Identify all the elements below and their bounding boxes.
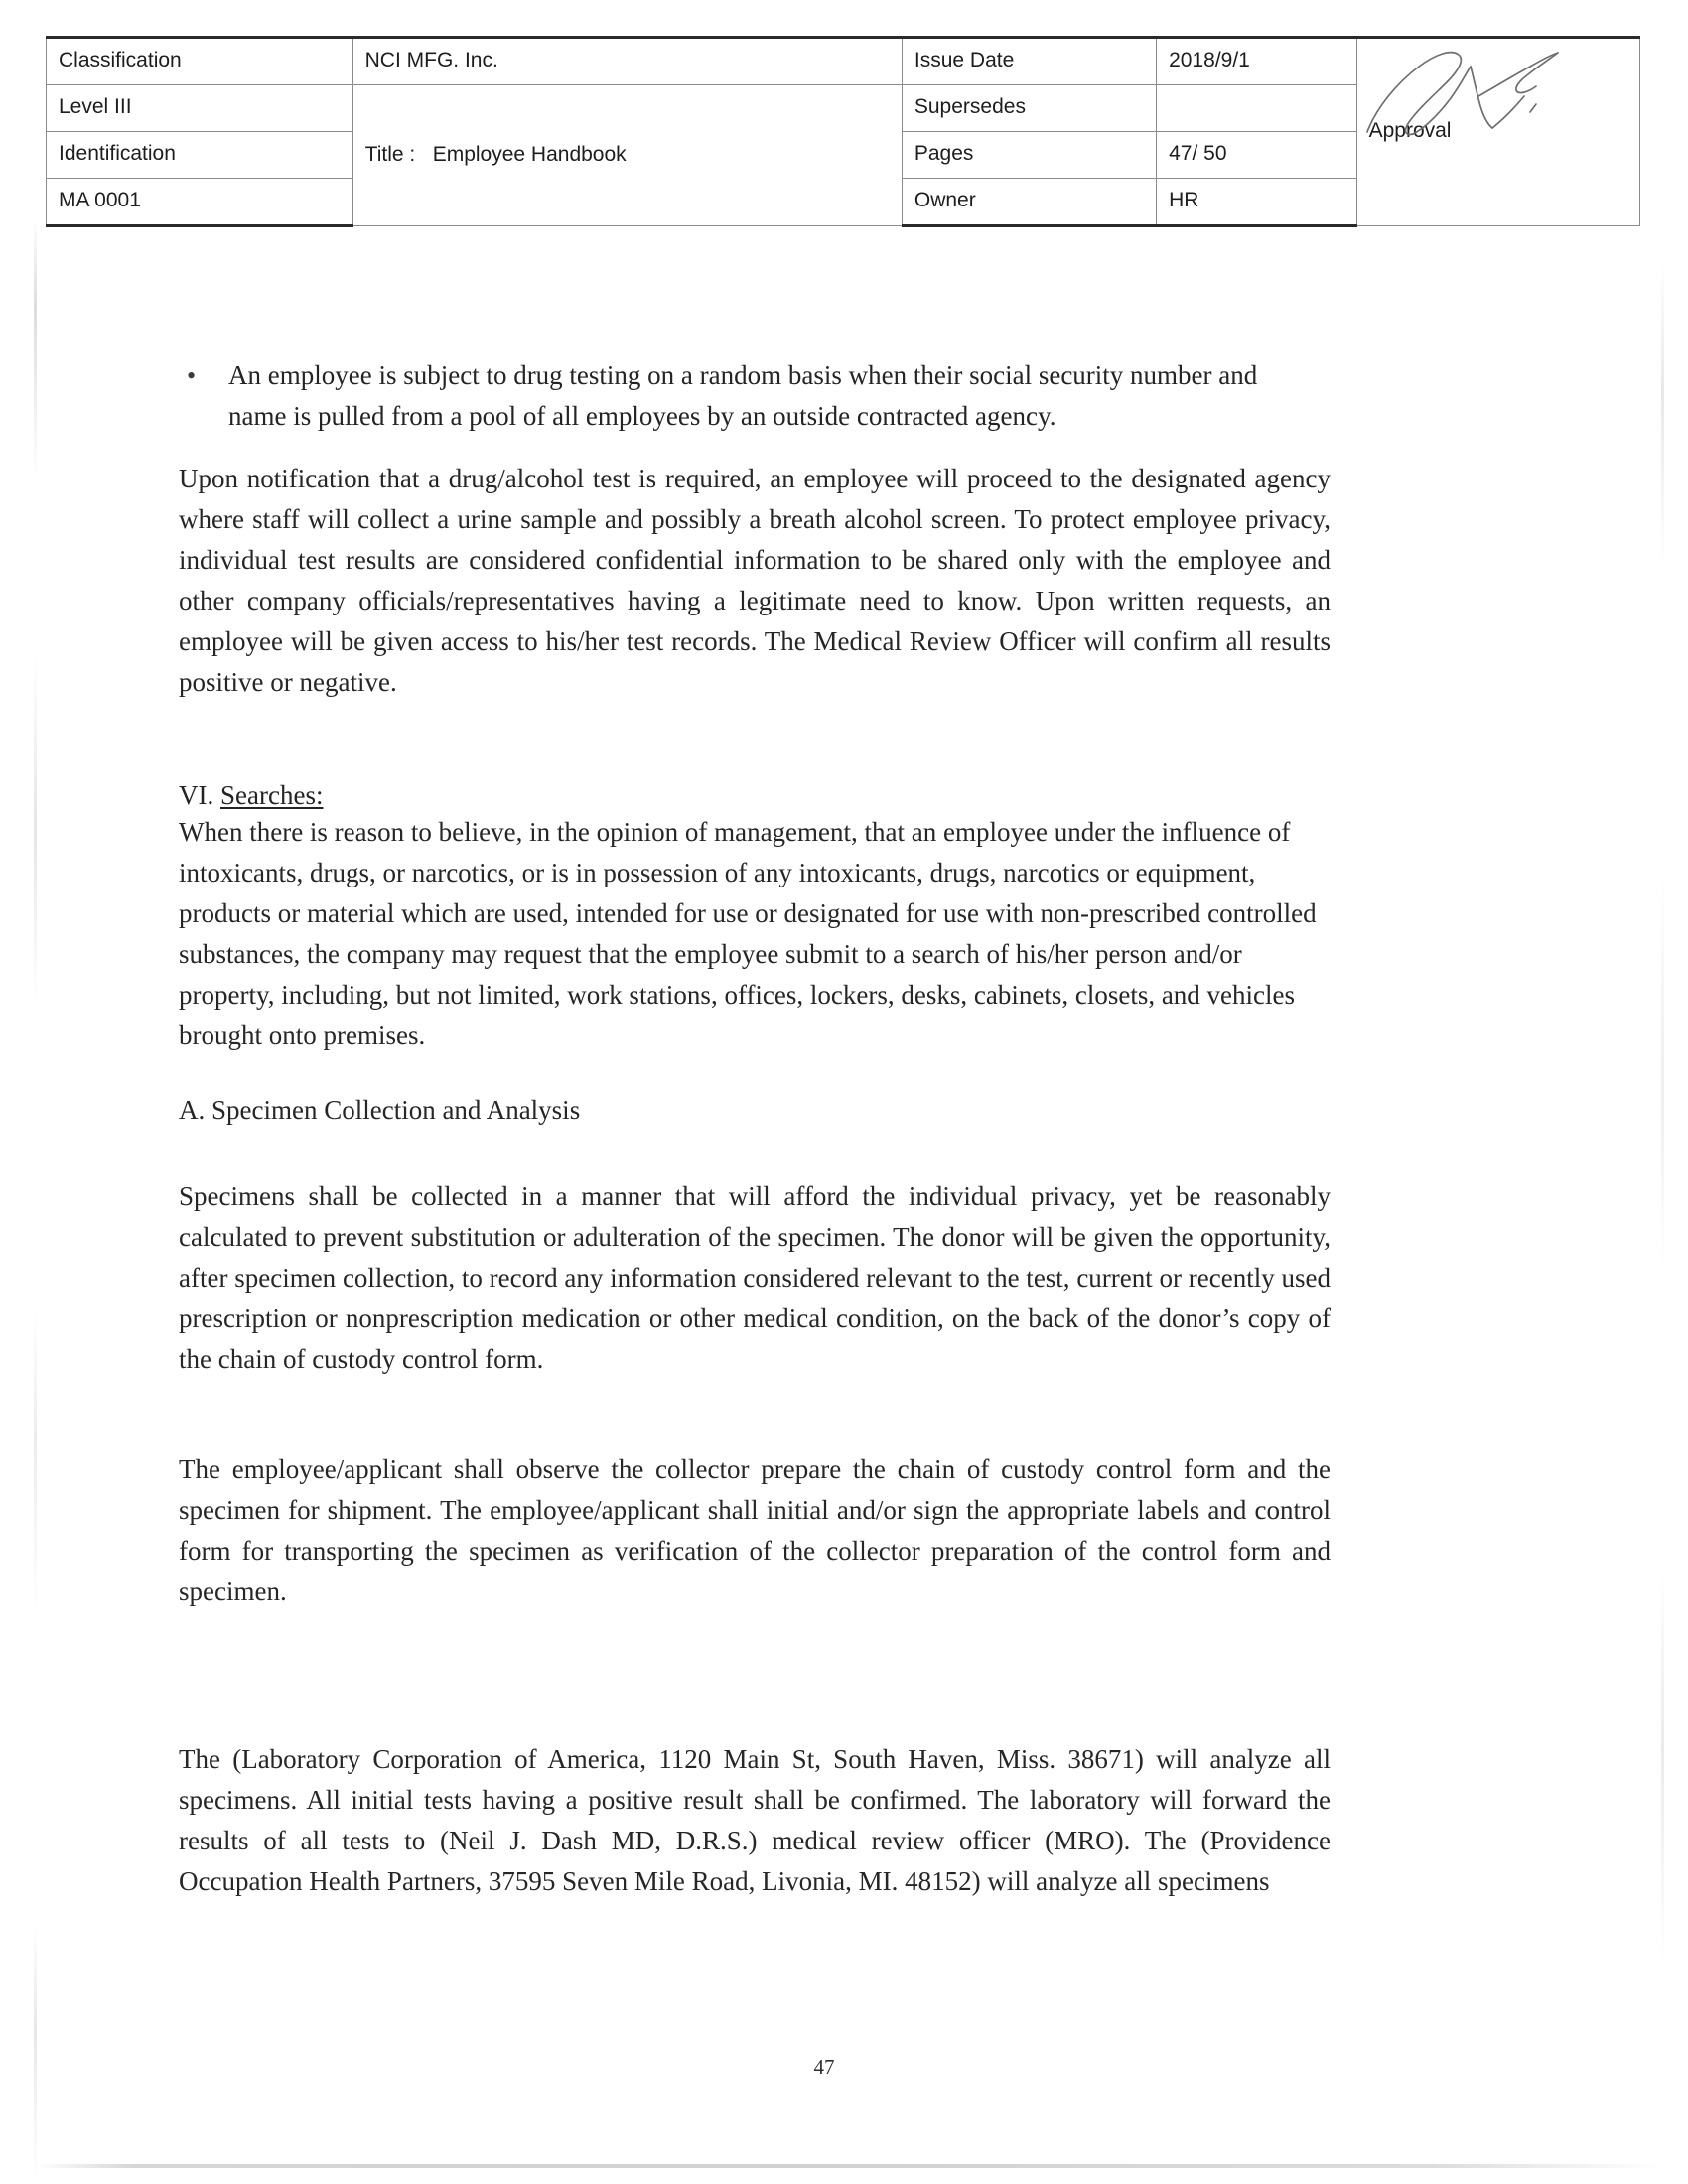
approval-label: Approval [1368,119,1452,143]
scan-artifact-left-edge [34,0,37,2184]
searches-paragraph-text: When there is reason to believe, in the opinion of management, that an employee under the influence of intoxicants, drugs, or narcotics, or is in possession of any intoxicants, drugs, narcotics or equipment, products or material which are used, intended for use or designated for use with non-prescribed controlled substances, the company may request that the employee submit to a search of his/her person and/or property, including, but not limited, work stations, offices, lockers, desks, cabinets, closets, and vehicles brought onto premises. [179,817,1317,1050]
document-header-table [46,36,1640,227]
paragraph-observe-collector [179,1449,1331,1612]
document-title-text: Title : Employee Handbook [364,142,627,166]
notification-paragraph-text: Upon notification that a drug/alcohol test is required, an employee will proceed to the designated agency where staff will collect a urine sample and possibly a breath alcohol screen. To protect employee privacy, individual test results are considered confidential information to be shared only with the employee and other company officials/representatives having a legitimate need to know. Upon written requests, an employee will be given access to his/her test records. The Medical Review Officer will confirm all results positive or negative. [179,464,1331,697]
cell-pages-label: Pages [902,132,1156,179]
cell-identification-value: MA 0001 [47,179,353,226]
page-number-footer: 47 [813,2055,835,2079]
subsection-a-heading [179,1090,1271,1131]
cell-document-title [352,85,902,226]
paragraph-notification [179,459,1331,703]
observe-paragraph-text: The employee/applicant shall observe the collector prepare the chain of custody control form and the specimen for shipment. The employee/applicant shall initial and/or sign the appropriate labels and control form for transporting the specimen as verification of the collector preparation of the control form and specimen. [179,1454,1331,1606]
bullet-marker: • [187,361,197,390]
cell-owner-value: HR [1157,179,1356,226]
cell-classification-label: Classification [47,38,353,85]
cell-supersedes-label: Supersedes [902,85,1156,132]
cell-level-value: Level III [47,85,353,132]
scan-artifact-bottom-edge [36,2164,1662,2168]
subsection-a-text: A. Specimen Collection and Analysis [179,1095,581,1125]
lab-paragraph-text: The (Laboratory Corporation of America, 1120 Main St, South Haven, Miss. 38671) will analyze all specimens. All initial tests having a positive result shall be confirmed. The laboratory will forward the results of all tests to (Neil J. Dash MD, D.R.S.) medical review officer (MRO). The (Providence Occupation Health Partners, 37595 Seven Mile Road, Livonia, MI. 48152) will analyze all specimens [179,1744,1331,1896]
cell-owner-label: Owner [902,179,1156,226]
section-heading-searches [179,777,1321,813]
cell-approval [1356,38,1639,226]
searches-heading-text: Searches: [220,780,324,810]
specimen-paragraph-text: Specimens shall be collected in a manner that will afford the individual privacy, yet be reasonably calculated to prevent substitution or adulteration of the specimen. The donor will be given the opportunity, after specimen collection, to record any information considered relevant to the test, current or recently used prescription or nonprescription medication or other medical condition, on the back of the donor’s copy of the chain of custody control form. [179,1181,1331,1374]
searches-heading [179,777,1321,813]
cell-identification-label: Identification [47,132,353,179]
paragraph-laboratory [179,1739,1331,1902]
bullet-list-item [179,355,1321,437]
paragraph-specimen-collection [179,1176,1331,1380]
scan-artifact-right-edge [1661,0,1664,2184]
bullet-paragraph-text: An employee is subject to drug testing on a random basis when their social security number and name is pulled from a pool of all employees by an outside contracted agency. [228,360,1258,431]
cell-supersedes-value [1157,85,1356,132]
table-row [47,38,1640,85]
cell-pages-value: 47/ 50 [1157,132,1356,179]
cell-issue-date-value: 2018/9/1 [1157,38,1356,85]
cell-issue-date-label: Issue Date [902,38,1156,85]
paragraph-searches [179,812,1326,1056]
searches-heading-number: VI. [179,780,220,810]
cell-company-name: NCI MFG. Inc. [352,38,902,85]
